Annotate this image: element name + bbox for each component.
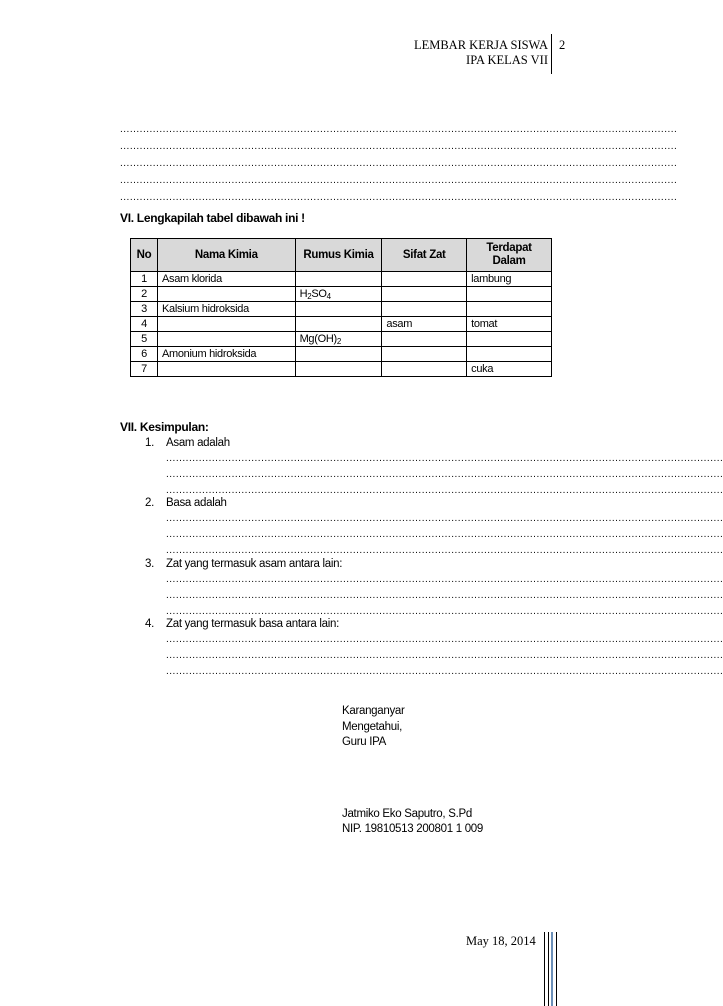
cell-nama[interactable] (157, 317, 295, 332)
signature-knowing: Mengetahui, (342, 721, 402, 733)
cell-nama[interactable] (157, 362, 295, 377)
cell-no: 4 (131, 317, 158, 332)
formula-part: Mg(OH) (299, 333, 337, 345)
cell-dalam: tomat (467, 317, 552, 332)
footer-rule (544, 932, 545, 1006)
cell-sifat[interactable] (382, 272, 467, 287)
item-prompt: Zat yang termasuk basa antara lain: (166, 618, 339, 630)
footer-rule-accent (551, 932, 553, 1006)
col-header-no: No (131, 239, 158, 272)
formula-part: H (299, 288, 308, 300)
footer-date: May 18, 2014 (466, 934, 536, 948)
cell-no: 3 (131, 302, 158, 317)
item-prompt: Basa adalah (166, 497, 227, 509)
table-row (131, 317, 552, 332)
item-number: 4. (145, 618, 154, 630)
signature-place: Karanganyar (342, 705, 405, 717)
cell-sifat[interactable] (382, 362, 467, 377)
cell-sifat[interactable] (382, 287, 467, 302)
cell-nama: Amonium hidroksida (157, 347, 295, 362)
cell-rumus[interactable] (295, 272, 382, 287)
table-row (131, 272, 552, 287)
cell-dalam[interactable] (467, 347, 552, 362)
footer-rule (556, 932, 557, 1006)
cell-rumus[interactable] (295, 302, 382, 317)
cell-no: 7 (131, 362, 158, 377)
cell-dalam[interactable] (467, 287, 552, 302)
item-number: 2. (145, 497, 154, 509)
answer-line[interactable]: .......................................................................................................................................................................... (166, 545, 723, 556)
formula-subscript: 2 (307, 292, 312, 301)
answer-line: .......................................................................................................................................................................... (120, 192, 678, 203)
worksheet-title: LEMBAR KERJA SISWA (413, 38, 548, 52)
formula-part: SO (311, 288, 327, 300)
answer-line[interactable]: .......................................................................................................................................................................... (166, 590, 723, 601)
table-row (131, 332, 552, 347)
formula-subscript: 4 (326, 292, 331, 301)
cell-no: 5 (131, 332, 158, 347)
cell-no: 6 (131, 347, 158, 362)
cell-rumus (295, 287, 382, 302)
cell-rumus (295, 332, 382, 347)
table-header-row (131, 239, 552, 272)
cell-dalam: cuka (467, 362, 552, 377)
col-header-nama-kimia: Nama Kimia (157, 239, 295, 272)
answer-line[interactable]: .......................................................................................................................................................................... (166, 574, 723, 585)
cell-rumus[interactable] (295, 317, 382, 332)
cell-dalam[interactable] (467, 332, 552, 347)
answer-line[interactable]: .......................................................................................................................................................................... (166, 469, 723, 480)
table-row (131, 302, 552, 317)
table-row (131, 287, 552, 302)
answer-line: .......................................................................................................................................................................... (120, 175, 678, 186)
answer-line[interactable]: .......................................................................................................................................................................... (166, 513, 723, 524)
cell-nama[interactable] (157, 287, 295, 302)
cell-nama: Asam klorida (157, 272, 295, 287)
table-row (131, 362, 552, 377)
cell-no: 2 (131, 287, 158, 302)
header-divider (551, 34, 552, 74)
section-6-title: VI. Lengkapilah tabel dibawah ini ! (120, 211, 305, 225)
col-header-rumus-kimia: Rumus Kimia (295, 239, 382, 272)
signature-nip: NIP. 19810513 200801 1 009 (342, 823, 483, 835)
cell-rumus[interactable] (295, 362, 382, 377)
item-prompt: Zat yang termasuk asam antara lain: (166, 558, 343, 570)
signature-name: Jatmiko Eko Saputro, S.Pd (342, 808, 472, 820)
answer-line[interactable]: .......................................................................................................................................................................... (166, 650, 723, 661)
cell-no: 1 (131, 272, 158, 287)
cell-nama: Kalsium hidroksida (157, 302, 295, 317)
table-row (131, 347, 552, 362)
answer-line: .......................................................................................................................................................................... (120, 124, 678, 135)
cell-nama[interactable] (157, 332, 295, 347)
answer-line[interactable]: .......................................................................................................................................................................... (166, 485, 723, 496)
section-7-title: VII. Kesimpulan: (120, 420, 209, 434)
formula-subscript: 2 (336, 337, 342, 346)
cell-sifat[interactable] (382, 332, 467, 347)
cell-sifat[interactable] (382, 302, 467, 317)
item-prompt: Asam adalah (166, 437, 230, 449)
answer-line[interactable]: .......................................................................................................................................................................... (166, 606, 723, 617)
cell-sifat: asam (382, 317, 467, 332)
answer-line: .......................................................................................................................................................................... (120, 158, 678, 169)
cell-dalam: lambung (467, 272, 552, 287)
col-header-sifat-zat: Sifat Zat (382, 239, 467, 272)
cell-dalam[interactable] (467, 302, 552, 317)
answer-line[interactable]: .......................................................................................................................................................................... (166, 453, 723, 464)
footer-rule (548, 932, 549, 1006)
col-header-terdapat-dalam: Terdapat Dalam (467, 239, 552, 272)
worksheet-subtitle: IPA KELAS VII (466, 53, 548, 67)
cell-rumus[interactable] (295, 347, 382, 362)
item-number: 1. (145, 437, 154, 449)
answer-line[interactable]: .......................................................................................................................................................................... (166, 529, 723, 540)
answer-line: .......................................................................................................................................................................... (120, 141, 678, 152)
cell-sifat[interactable] (382, 347, 467, 362)
signature-role: Guru IPA (342, 736, 387, 748)
answer-line[interactable]: .......................................................................................................................................................................... (166, 666, 723, 677)
item-number: 3. (145, 558, 154, 570)
chemistry-table (130, 238, 552, 377)
answer-line[interactable]: .......................................................................................................................................................................... (166, 634, 723, 645)
page-number: 2 (559, 38, 566, 52)
